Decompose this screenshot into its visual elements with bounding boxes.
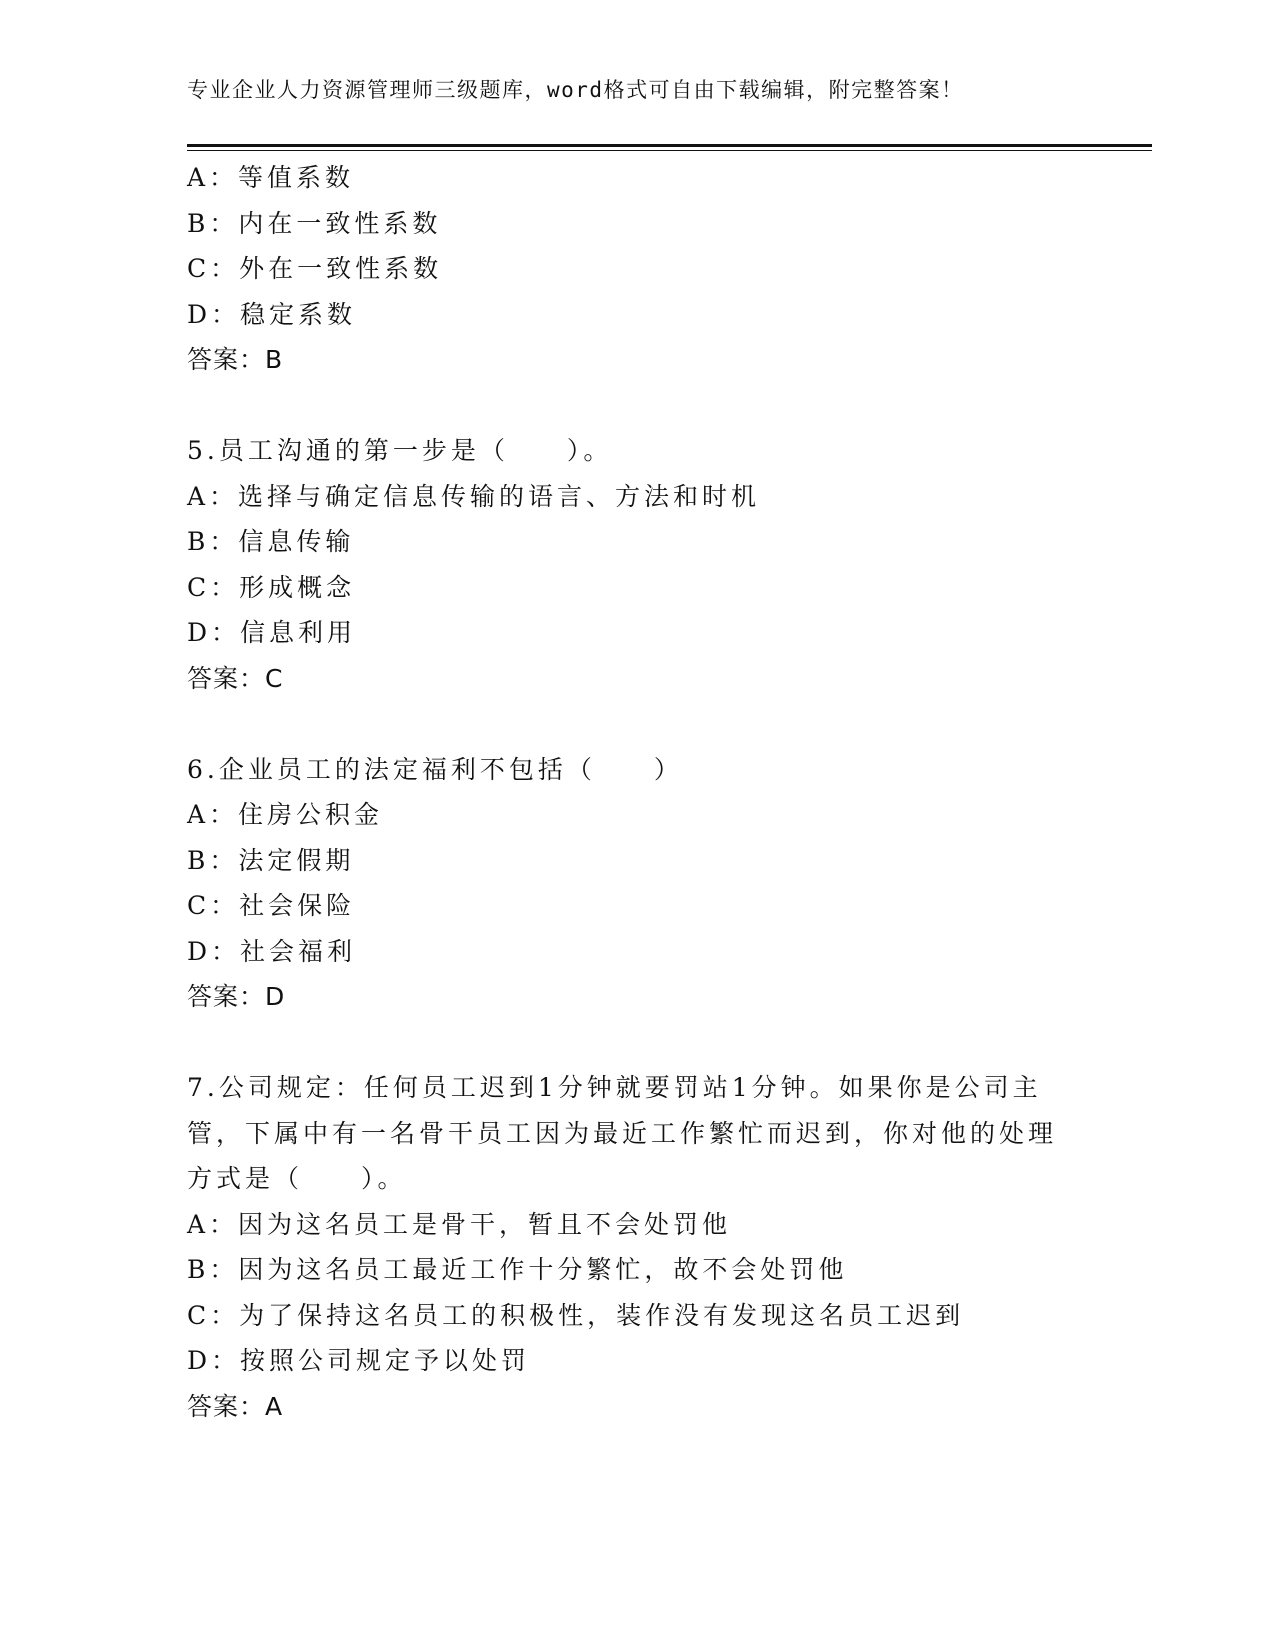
option-a: A：选择与确定信息传输的语言、方法和时机 bbox=[187, 481, 761, 511]
spacer bbox=[187, 1020, 1067, 1066]
question-block bbox=[187, 747, 1067, 1020]
spacer bbox=[187, 701, 1067, 747]
option-a: A：因为这名员工是骨干，暂且不会处罚他 bbox=[187, 1209, 732, 1239]
answer-line: 答案：B bbox=[187, 345, 284, 374]
question-text: 6.企业员工的法定福利不包括（ ） bbox=[187, 754, 683, 784]
question-block bbox=[187, 155, 1067, 383]
question-block bbox=[187, 1065, 1067, 1429]
header-divider-thin bbox=[187, 150, 1152, 151]
option-c: C：外在一致性系数 bbox=[187, 254, 443, 283]
header-divider bbox=[187, 144, 1152, 147]
option-d: D：社会福利 bbox=[187, 936, 357, 966]
answer-line: 答案：D bbox=[187, 982, 286, 1011]
page-header: 专业企业人力资源管理师三级题库，word格式可自由下载编辑，附完整答案！ bbox=[187, 78, 964, 102]
option-a: A：等值系数 bbox=[187, 163, 355, 192]
option-d: D：稳定系数 bbox=[187, 299, 357, 329]
option-c: C：社会保险 bbox=[187, 891, 356, 920]
answer-line: 答案：A bbox=[187, 1391, 284, 1421]
option-b: B：内在一致性系数 bbox=[187, 208, 442, 238]
option-d: D：信息利用 bbox=[187, 618, 357, 647]
question-list bbox=[187, 155, 1067, 1429]
question-text: 5.员工沟通的第一步是（ ）。 bbox=[187, 436, 613, 465]
option-b: B：信息传输 bbox=[187, 527, 355, 556]
question-block bbox=[187, 428, 1067, 701]
answer-line: 答案：C bbox=[187, 663, 284, 693]
question-text: 7.公司规定：任何员工迟到1分钟就要罚站1分钟。如果你是公司主管，下属中有一名骨干员工因为最近工作繁忙而迟到，你对他的处理方式是（ ）。 bbox=[187, 1073, 1058, 1193]
option-b: B：因为这名员工最近工作十分繁忙，故不会处罚他 bbox=[187, 1255, 848, 1284]
option-c: C：形成概念 bbox=[187, 572, 356, 602]
option-b: B：法定假期 bbox=[187, 845, 355, 875]
spacer bbox=[187, 383, 1067, 429]
option-c: C：为了保持这名员工的积极性，装作没有发现这名员工迟到 bbox=[187, 1300, 965, 1330]
option-a: A：住房公积金 bbox=[187, 800, 384, 829]
option-d: D：按照公司规定予以处罚 bbox=[187, 1346, 531, 1375]
